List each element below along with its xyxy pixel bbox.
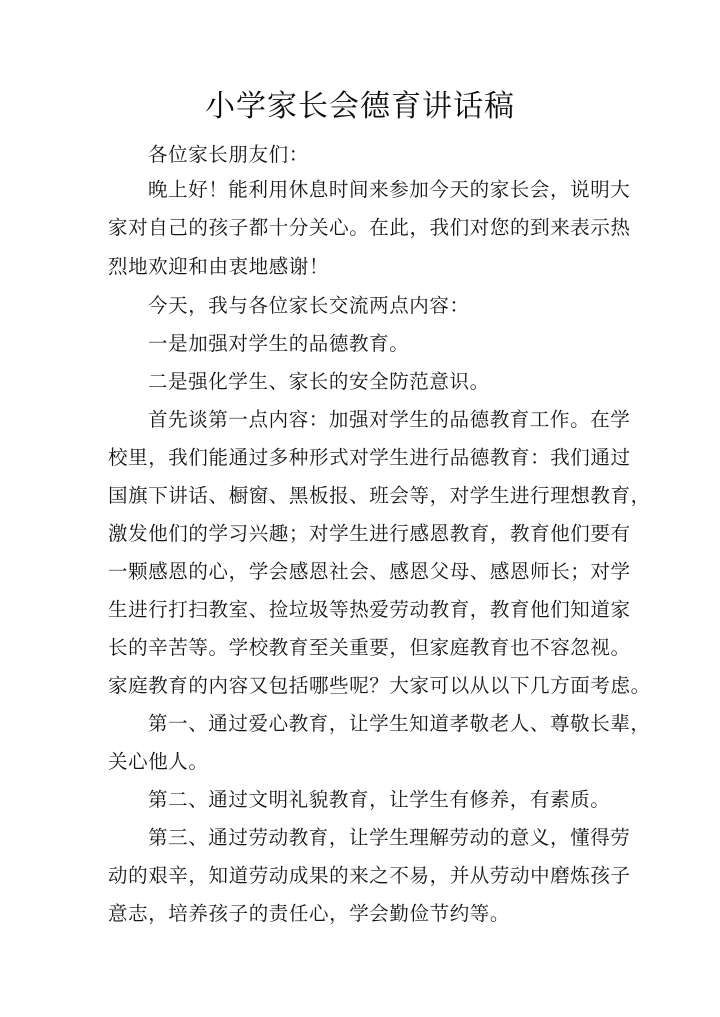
text-line: 动的艰辛，知道劳动成果的来之不易，并从劳动中磨炼孩子	[108, 864, 631, 887]
text-line: 长的辛苦等。学校教育至关重要，但家庭教育也不容忽视。	[108, 636, 631, 659]
text-line: 第三、通过劳动教育，让学生理解劳动的意义，懂得劳	[148, 826, 631, 849]
text-line: 关心他人。	[108, 750, 209, 773]
text-line: 一是加强对学生的品德教育。	[148, 332, 410, 355]
text-line: 第一、通过爱心教育，让学生知道孝敬老人、尊敬长辈，	[148, 712, 651, 735]
text-line: 家庭教育的内容又包括哪些呢？大家可以从以下几方面考虑。	[108, 674, 651, 697]
text-line: 一颗感恩的心，学会感恩社会、感恩父母、感恩师长；对学	[108, 560, 631, 583]
text-line: 首先谈第一点内容：加强对学生的品德教育工作。在学	[148, 408, 631, 431]
text-line: 烈地欢迎和由衷地感谢！	[108, 255, 330, 278]
text-line: 生进行打扫教室、捡垃圾等热爱劳动教育，教育他们知道家	[108, 598, 631, 621]
text-line: 校里，我们能通过多种形式对学生进行品德教育：我们通过	[108, 446, 631, 469]
text-line: 二是强化学生、家长的安全防范意识。	[148, 370, 490, 393]
text-line: 国旗下讲话、橱窗、黑板报、班会等，对学生进行理想教育，	[108, 484, 651, 507]
text-line: 今天，我与各位家长交流两点内容：	[148, 294, 470, 317]
text-line: 家对自己的孩子都十分关心。在此，我们对您的到来表示热	[108, 216, 631, 239]
text-line: 激发他们的学习兴趣；对学生进行感恩教育，教育他们要有	[108, 522, 631, 545]
text-line: 意志，培养孩子的责任心，学会勤俭节约等。	[108, 902, 511, 925]
text-line: 第二、通过文明礼貌教育，让学生有修养，有素质。	[148, 788, 611, 811]
document-title: 小学家长会德育讲话稿	[205, 89, 515, 124]
text-line: 晚上好！能利用休息时间来参加今天的家长会，说明大	[148, 178, 631, 201]
text-line: 各位家长朋友们：	[148, 143, 309, 166]
